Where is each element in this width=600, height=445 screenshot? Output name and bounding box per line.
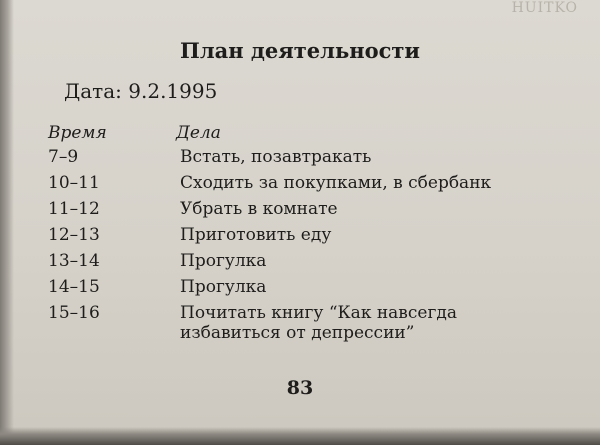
schedule-row [0, 199, 600, 219]
bleed-through-text: HUITKO [511, 0, 578, 16]
column-header-time: Время [48, 123, 107, 143]
row-time: 10–11 [48, 173, 100, 193]
row-task: Прогулка [180, 251, 267, 271]
row-task: Убрать в комнате [180, 199, 338, 219]
row-time: 11–12 [48, 199, 100, 219]
schedule-row [0, 303, 600, 343]
row-time: 14–15 [48, 277, 100, 297]
schedule-row [0, 147, 600, 167]
schedule-row [0, 251, 600, 271]
column-header-task: Дела [176, 123, 221, 143]
schedule-row [0, 173, 600, 193]
row-task: Почитать книгу “Как навсегда избавиться от депрессии” [180, 303, 457, 343]
schedule-row [0, 225, 600, 245]
row-task: Приготовить еду [180, 225, 332, 245]
schedule-table [0, 147, 600, 349]
row-task: Встать, позавтракать [180, 147, 372, 167]
row-time: 7–9 [48, 147, 79, 167]
page-bottom-shadow [0, 427, 600, 445]
row-task: Сходить за покупками, в сбербанк [180, 173, 492, 193]
page-number: 83 [286, 377, 314, 399]
schedule-row [0, 277, 600, 297]
row-time: 13–14 [48, 251, 100, 271]
row-task: Прогулка [180, 277, 267, 297]
row-time: 15–16 [48, 303, 100, 323]
page-title: План деятельности [180, 38, 420, 63]
date-line: Дата: 9.2.1995 [64, 79, 218, 103]
row-time: 12–13 [48, 225, 100, 245]
